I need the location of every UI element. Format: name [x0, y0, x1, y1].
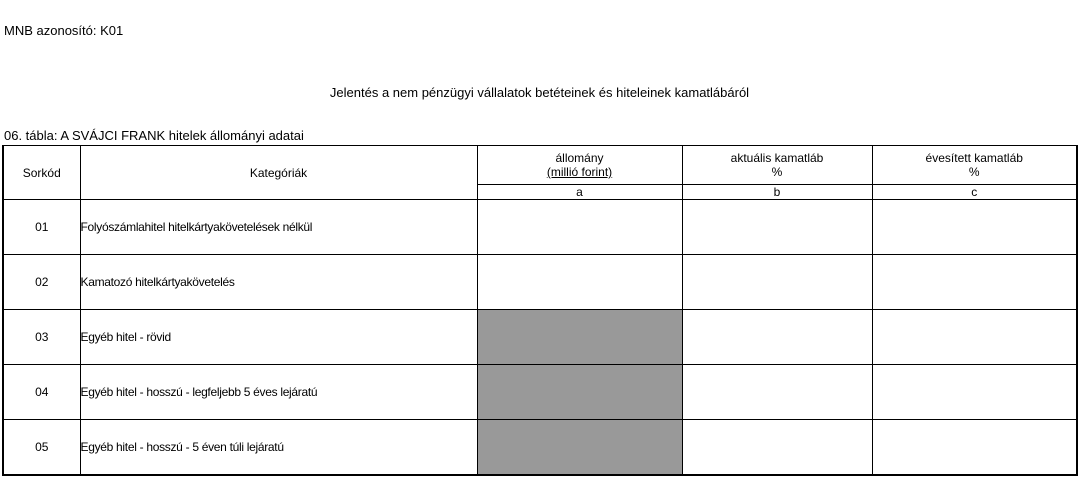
cell-b[interactable] — [682, 200, 872, 255]
column-letter-b: b — [682, 185, 872, 200]
row-category: Egyéb hitel - hosszú - 5 éven túli lejáratú — [80, 420, 477, 476]
column-header-allomany — [477, 146, 682, 185]
cell-c[interactable] — [872, 200, 1077, 255]
row-code: 05 — [3, 420, 80, 476]
table-row — [3, 200, 1077, 255]
table-row — [3, 420, 1077, 476]
table-caption: 06. tábla: A SVÁJCI FRANK hitelek állományi adatai — [4, 128, 304, 143]
rates-table — [2, 145, 1078, 476]
table-row — [3, 365, 1077, 420]
column-header-sorkod: Sorkód — [3, 146, 80, 200]
column-header-c-line1: évesített kamatláb — [925, 151, 1023, 165]
column-letter-c: c — [872, 185, 1077, 200]
row-code: 04 — [3, 365, 80, 420]
cell-b[interactable] — [682, 255, 872, 310]
table-row — [3, 310, 1077, 365]
row-category: Egyéb hitel - rövid — [80, 310, 477, 365]
mnb-identifier: MNB azonosító: K01 — [4, 23, 124, 38]
cell-a-shaded — [477, 420, 682, 476]
column-header-a-line2: (millió forint) — [546, 165, 613, 179]
cell-c[interactable] — [872, 420, 1077, 476]
cell-b[interactable] — [682, 365, 872, 420]
row-category: Kamatozó hitelkártyakövetelés — [80, 255, 477, 310]
table-row — [3, 255, 1077, 310]
cell-a-shaded — [477, 365, 682, 420]
cell-c[interactable] — [872, 365, 1077, 420]
column-header-b-line2: % — [771, 165, 783, 179]
column-header-evesitett-kamatlab — [872, 146, 1077, 185]
report-title: Jelentés a nem pénzügyi vállalatok betéteinek és hiteleinek kamatlábáról — [329, 85, 750, 100]
cell-c[interactable] — [872, 310, 1077, 365]
row-category: Egyéb hitel - hosszú - legfeljebb 5 éves lejáratú — [80, 365, 477, 420]
column-header-kategoriak: Kategóriák — [80, 146, 477, 200]
cell-c[interactable] — [872, 255, 1077, 310]
column-header-c-line2: % — [968, 165, 980, 179]
row-code: 01 — [3, 200, 80, 255]
column-letter-a: a — [477, 185, 682, 200]
cell-a-shaded — [477, 310, 682, 365]
column-header-aktualis-kamatlab — [682, 146, 872, 185]
cell-b[interactable] — [682, 420, 872, 476]
row-code: 02 — [3, 255, 80, 310]
cell-b[interactable] — [682, 310, 872, 365]
cell-a[interactable] — [477, 255, 682, 310]
cell-a[interactable] — [477, 200, 682, 255]
row-code: 03 — [3, 310, 80, 365]
row-category: Folyószámlahitel hitelkártyakövetelések nélkül — [80, 200, 477, 255]
column-header-b-line1: aktuális kamatláb — [730, 151, 824, 165]
column-header-a-line1: állomány — [555, 151, 604, 165]
